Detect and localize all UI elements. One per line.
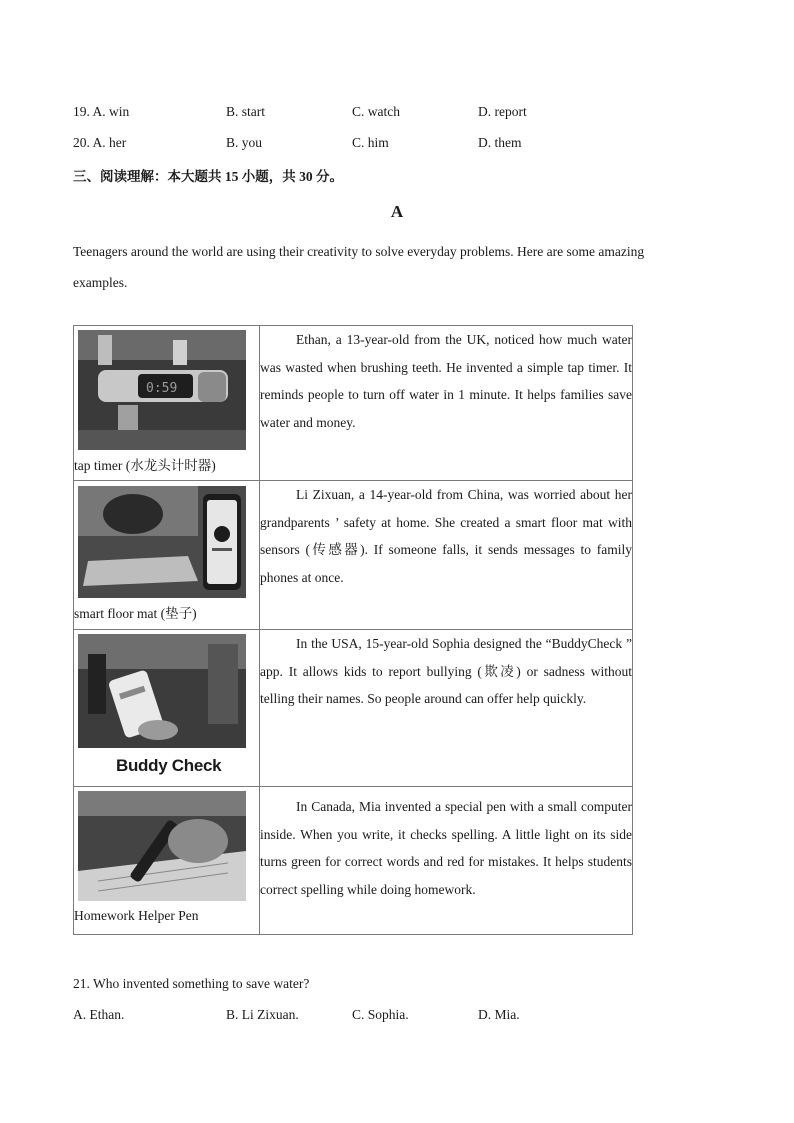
passage-intro: Teenagers around the world are using their creativity to solve everyday problems. Here are some amazing examples. xyxy=(73,244,645,290)
invention-text-mia: In Canada, Mia invented a special pen with a small computer inside. When you write, it checks spelling. A little light on its side turns green for correct words and red for mistakes. It helps students correct spelling while doing homework. xyxy=(260,799,632,897)
q21-option-b[interactable]: B. Li Zixuan. xyxy=(226,1007,299,1022)
invention-text-ethan: Ethan, a 13-year-old from the UK, noticed how much water was wasted when brushing teeth. He invented a simple tap timer. It reminds people to turn off water in 1 minute. It helps families save water and money. xyxy=(260,332,632,430)
caption-smart-floor-mat: smart floor mat (垫子) xyxy=(74,606,197,621)
caption-tap-timer: tap timer (水龙头计时器) xyxy=(74,458,216,473)
buddy-check-app-photo-icon xyxy=(78,634,246,748)
q21-option-a[interactable]: A. Ethan. xyxy=(73,1007,125,1022)
homework-pen-photo-icon xyxy=(78,791,246,901)
q21-option-d[interactable]: D. Mia. xyxy=(478,1007,520,1022)
tap-timer-photo-icon xyxy=(78,330,246,450)
table-row xyxy=(74,481,633,630)
table-row xyxy=(74,630,633,787)
passage-label: A xyxy=(390,202,404,221)
q19-option-c: C. watch xyxy=(352,104,400,119)
q20-option-c: C. him xyxy=(352,135,389,150)
caption-buddy-check: Buddy Check xyxy=(116,756,222,775)
invention-text-li-zixuan: Li Zixuan, a 14-year-old from China, was worried about her grandparents ’ safety at home. She created a smart floor mat with sensors (传感器). If someone falls, it sends messages to family phones at once. xyxy=(260,487,632,585)
question-21-stem: 21. Who invented something to save water? xyxy=(73,976,310,991)
q21-option-c[interactable]: C. Sophia. xyxy=(352,1007,409,1022)
q19-option-b: B. start xyxy=(226,104,265,119)
q20-option-d: D. them xyxy=(478,135,522,150)
table-row xyxy=(74,787,633,935)
caption-homework-pen: Homework Helper Pen xyxy=(74,908,199,923)
svg-text:0:59: 0:59 xyxy=(146,381,178,396)
q20-option-b: B. you xyxy=(226,135,263,150)
section-title: 三、阅读理解：本大题共 15 小题，共 30 分。 xyxy=(73,169,343,184)
q20-option-a: 20. A. her xyxy=(73,135,127,150)
invention-text-sophia: In the USA, 15-year-old Sophia designed the “BuddyCheck ” app. It allows kids to report bullying (欺凌) or sadness without telling their names. So people around can offer help quickly. xyxy=(260,636,632,707)
smart-floor-mat-photo-icon xyxy=(78,486,246,598)
q19-option-a: 19. A. win xyxy=(73,104,130,119)
q19-option-d: D. report xyxy=(478,104,527,119)
table-row xyxy=(74,326,633,481)
inventions-table xyxy=(73,325,633,935)
